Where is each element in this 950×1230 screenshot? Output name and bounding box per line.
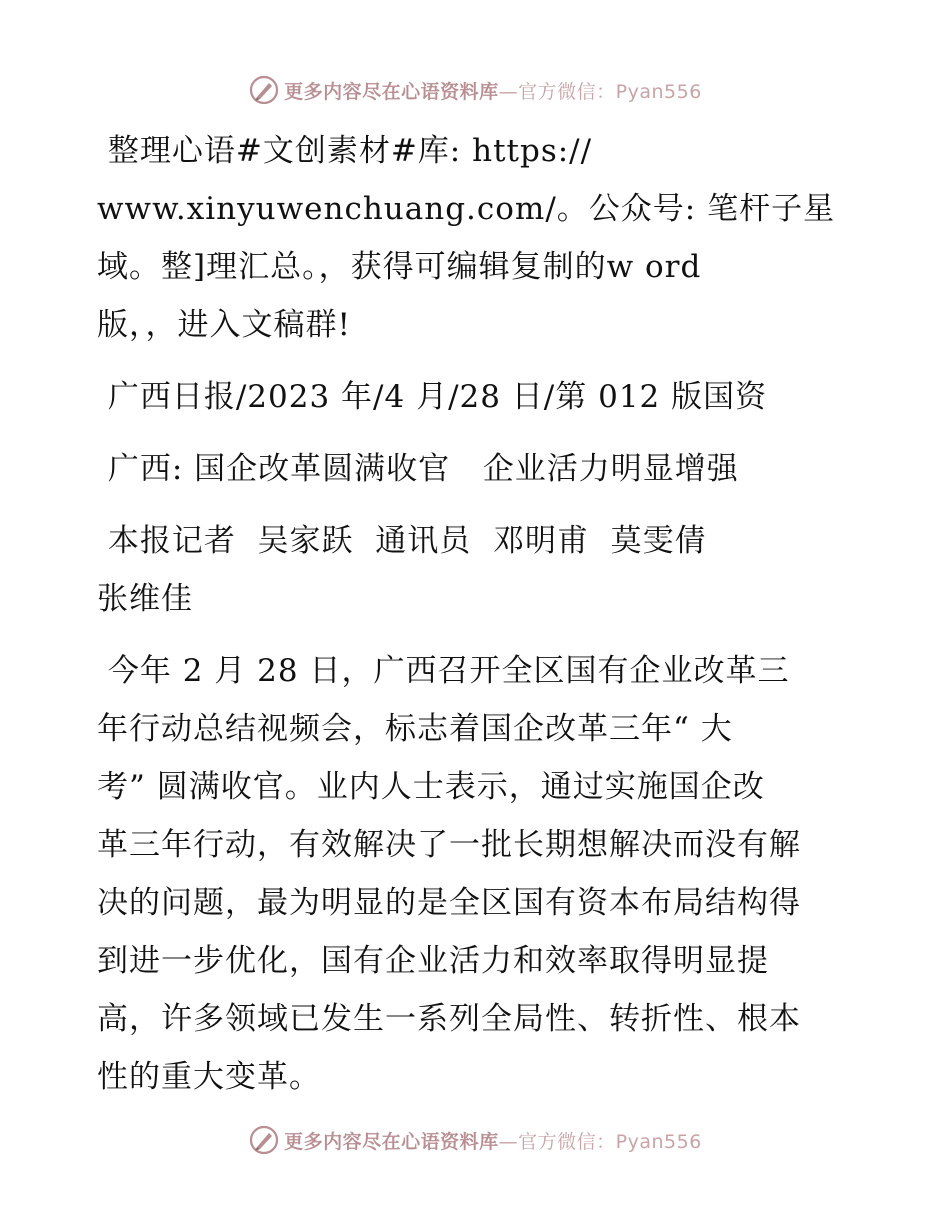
intro-line: www.xinyuwenchuang.com/。公众号: 笔杆子星 [97,191,836,227]
body-line: 性的重大变革。 [97,1059,321,1095]
banner-contact-text: 官方微信：Pyan556 [518,1130,702,1153]
banner-main-text: 更多内容尽在心语资料库 [284,1130,499,1153]
document-body [97,122,857,1106]
body-paragraph [97,642,857,1106]
body-line: 今年 2 月 28 日，广西召开全区国有企业改革三 [97,653,790,689]
body-line: 决的问题，最为明显的是全区国有资本布局结构得 [97,885,801,921]
footer-banner [0,1120,950,1160]
source-line: 广西日报/2023 年/4 月/28 日/第 012 版国资 [97,379,768,415]
banner-text [284,77,702,104]
byline-line: 张维佳 [97,581,193,617]
banner-contact-text: 官方微信：Pyan556 [518,80,702,103]
intro-paragraph [97,122,857,354]
header-banner [0,70,950,110]
body-line: 革三年行动，有效解决了一批长期想解决而没有解 [97,827,801,863]
intro-line: 域。整]理汇总。，获得可编辑复制的w ord [97,249,702,285]
byline-line: 本报记者 吴家跃 通讯员 邓明甫 莫雯倩 [97,523,707,559]
banner-main-text: 更多内容尽在心语资料库 [284,80,499,103]
pen-circle-logo-icon [248,74,280,106]
pen-circle-logo-icon [248,1124,280,1156]
intro-line: 版，，进入文稿群! [97,307,351,343]
banner-dash: — [498,1130,519,1153]
intro-line: 整理心语#文创素材#库: https:// [97,133,593,169]
banner-text [284,1127,702,1154]
body-line: 到进一步优化，国有企业活力和效率取得明显提 [97,943,769,979]
body-line: 考” 圆满收官。业内人士表示，通过实施国企改 [97,769,765,805]
body-line: 高，许多领域已发生一系列全局性、转折性、根本 [97,1001,801,1037]
byline [97,512,857,628]
banner-dash: — [498,80,519,103]
headline: 广西: 国企改革圆满收官 企业活力明显增强 [97,451,739,487]
body-line: 年行动总结视频会，标志着国企改革三年“ 大 [97,711,733,747]
